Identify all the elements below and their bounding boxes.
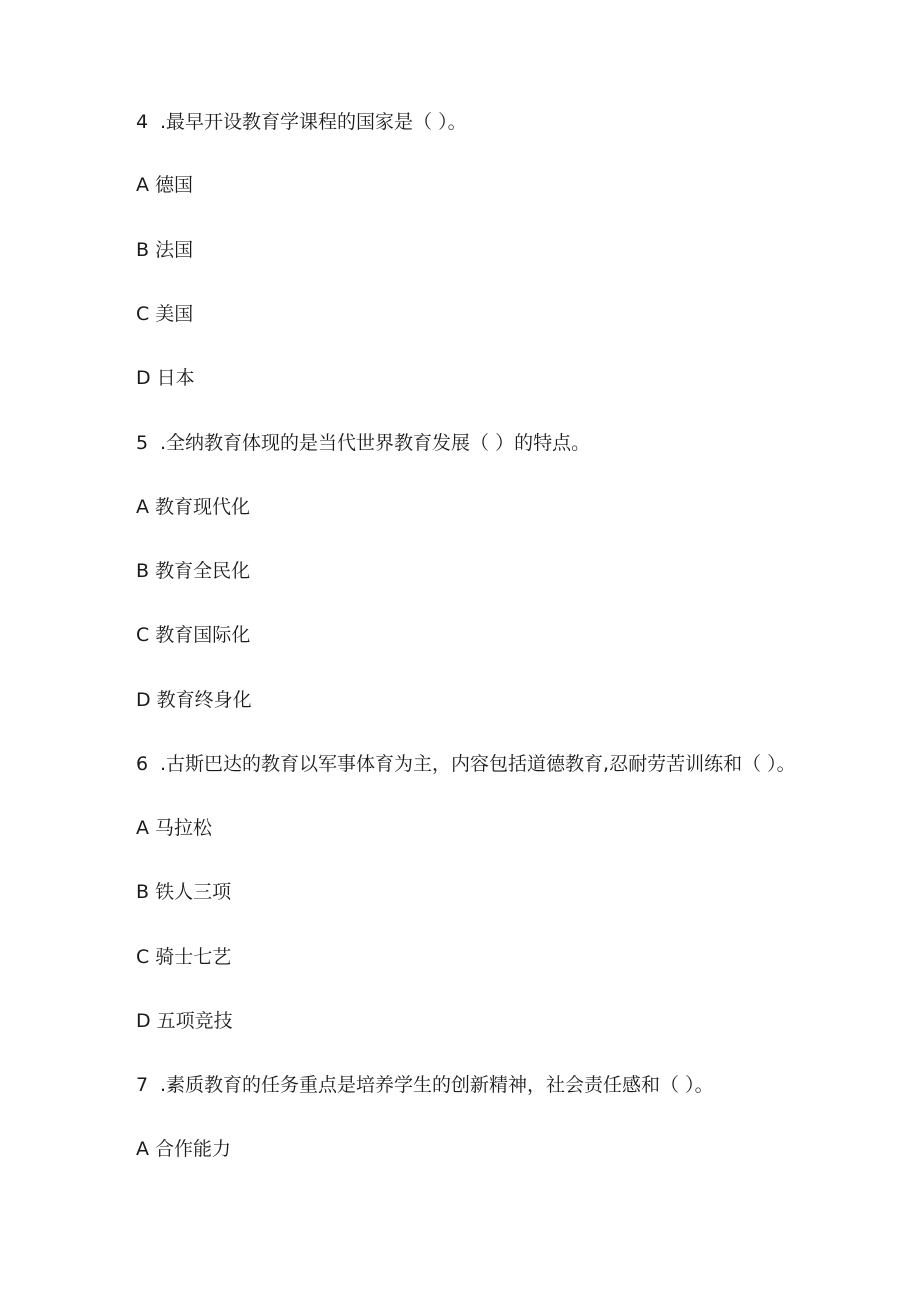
option-4c: C 美国: [136, 303, 194, 325]
question-5: [136, 431, 590, 455]
option-6c: C 骑士七艺: [136, 946, 232, 968]
option-6b: B 铁人三项: [136, 881, 232, 903]
option-5d: D 教育终身化: [136, 689, 252, 711]
question-6: [136, 752, 796, 776]
option-7a: A 合作能力: [136, 1138, 232, 1160]
question-text: .全纳教育体现的是当代世界教育发展（ ）的特点。: [160, 432, 591, 454]
option-5a: A 教育现代化: [136, 496, 251, 518]
question-text: .最早开设教育学课程的国家是（ ）。: [160, 111, 467, 133]
option-5b: B 教育全民化: [136, 560, 251, 582]
option-6a: A 马拉松: [136, 817, 213, 839]
option-4a: A 德国: [136, 174, 194, 196]
option-5c: C 教育国际化: [136, 624, 251, 646]
question-7: [136, 1073, 714, 1097]
question-number: 7: [136, 1074, 149, 1096]
question-4: [136, 110, 467, 134]
question-number: 5: [136, 432, 149, 454]
option-4d: D 日本: [136, 367, 195, 389]
option-4b: B 法国: [136, 239, 194, 261]
question-text: .古斯巴达的教育以军事体育为主，内容包括道德教育,忍耐劳苦训练和（ ）。: [160, 753, 796, 775]
question-text: .素质教育的任务重点是培养学生的创新精神，社会责任感和（ ）。: [160, 1074, 714, 1096]
question-number: 6: [136, 753, 149, 775]
question-number: 4: [136, 111, 149, 133]
option-6d: D 五项竞技: [136, 1010, 233, 1032]
